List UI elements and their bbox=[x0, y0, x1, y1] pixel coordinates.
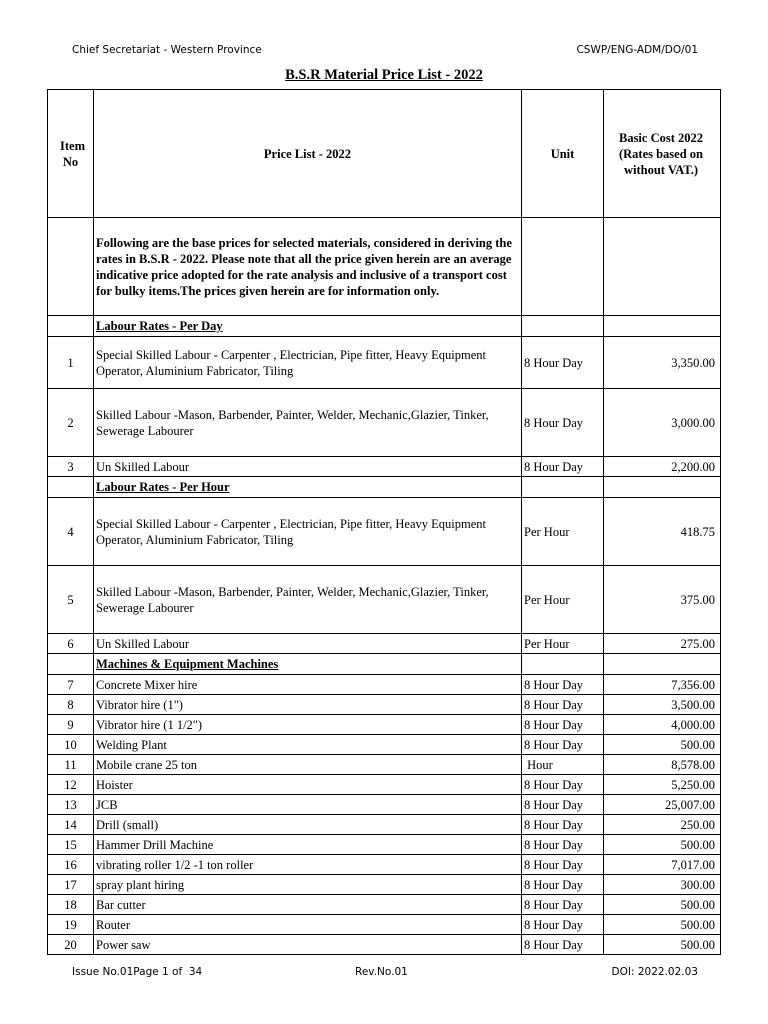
footer-doi: DOI: 2022.02.03 bbox=[611, 966, 698, 978]
item-description: Special Skilled Labour - Carpenter , Electrician, Pipe fitter, Heavy Equipment Operator, Aluminium Fabricator, Tiling bbox=[94, 498, 522, 566]
table-row bbox=[48, 695, 721, 715]
table-row bbox=[48, 915, 721, 935]
section-no-cell bbox=[48, 477, 94, 498]
table-row bbox=[48, 566, 721, 634]
intro-no-cell bbox=[48, 218, 94, 316]
col-header-cost: Basic Cost 2022 (Rates based on without VAT.) bbox=[604, 90, 721, 218]
item-cost: 7,017.00 bbox=[604, 855, 721, 875]
item-cost: 2,200.00 bbox=[604, 457, 721, 477]
item-unit: Per Hour bbox=[522, 566, 604, 634]
intro-text: Following are the base prices for selected materials, considered in deriving the rates in B.S.R - 2022. Please note that all the price given herein are an average indicative price adopted for the rate analysis and inclusive of a transport cost for bulky items.The prices given herein are for information only. bbox=[94, 218, 522, 316]
section-row bbox=[48, 477, 721, 498]
item-unit: 8 Hour Day bbox=[522, 337, 604, 389]
col-header-unit: Unit bbox=[522, 90, 604, 218]
item-no: 11 bbox=[48, 755, 94, 775]
col-header-description: Price List - 2022 bbox=[94, 90, 522, 218]
section-cost-cell bbox=[604, 316, 721, 337]
item-cost: 500.00 bbox=[604, 935, 721, 955]
item-description: Special Skilled Labour - Carpenter , Electrician, Pipe fitter, Heavy Equipment Operator, Aluminium Fabricator, Tiling bbox=[94, 337, 522, 389]
footer-issue: Issue No.01Page 1 of 34 bbox=[72, 966, 203, 978]
section-row bbox=[48, 654, 721, 675]
section-cost-cell bbox=[604, 477, 721, 498]
table-row bbox=[48, 795, 721, 815]
table-row bbox=[48, 634, 721, 654]
item-description: Skilled Labour -Mason, Barbender, Painter, Welder, Mechanic,Glazier, Tinker, Sewerage Labourer bbox=[94, 389, 522, 457]
item-unit: 8 Hour Day bbox=[522, 895, 604, 915]
item-unit: Per Hour bbox=[522, 498, 604, 566]
item-cost: 3,500.00 bbox=[604, 695, 721, 715]
section-cost-cell bbox=[604, 654, 721, 675]
item-unit: Per Hour bbox=[522, 634, 604, 654]
item-unit: 8 Hour Day bbox=[522, 389, 604, 457]
price-table bbox=[47, 89, 721, 955]
item-no: 8 bbox=[48, 695, 94, 715]
item-cost: 500.00 bbox=[604, 895, 721, 915]
item-cost: 418.75 bbox=[604, 498, 721, 566]
item-no: 6 bbox=[48, 634, 94, 654]
item-cost: 5,250.00 bbox=[604, 775, 721, 795]
item-no: 3 bbox=[48, 457, 94, 477]
section-no-cell bbox=[48, 654, 94, 675]
section-row bbox=[48, 316, 721, 337]
item-unit: Hour bbox=[522, 755, 604, 775]
table-header-row bbox=[48, 90, 721, 218]
item-no: 12 bbox=[48, 775, 94, 795]
item-description: Concrete Mixer hire bbox=[94, 675, 522, 695]
item-no: 1 bbox=[48, 337, 94, 389]
item-cost: 8,578.00 bbox=[604, 755, 721, 775]
item-unit: 8 Hour Day bbox=[522, 775, 604, 795]
item-cost: 275.00 bbox=[604, 634, 721, 654]
item-no: 9 bbox=[48, 715, 94, 735]
item-description: Drill (small) bbox=[94, 815, 522, 835]
item-description: Hoister bbox=[94, 775, 522, 795]
table-row bbox=[48, 715, 721, 735]
footer-revision: Rev.No.01 bbox=[355, 966, 408, 978]
intro-unit-cell bbox=[522, 218, 604, 316]
item-description: Bar cutter bbox=[94, 895, 522, 915]
item-no: 14 bbox=[48, 815, 94, 835]
item-description: Mobile crane 25 ton bbox=[94, 755, 522, 775]
col-header-item-no: Item No bbox=[48, 90, 94, 218]
table-row bbox=[48, 389, 721, 457]
table-row bbox=[48, 855, 721, 875]
item-no: 7 bbox=[48, 675, 94, 695]
document-title bbox=[0, 67, 768, 84]
section-title: Labour Rates - Per Day bbox=[94, 316, 522, 337]
item-no: 16 bbox=[48, 855, 94, 875]
table-row bbox=[48, 895, 721, 915]
item-description: Un Skilled Labour bbox=[94, 634, 522, 654]
table-row bbox=[48, 675, 721, 695]
item-cost: 300.00 bbox=[604, 875, 721, 895]
table-row bbox=[48, 875, 721, 895]
item-description: spray plant hiring bbox=[94, 875, 522, 895]
section-no-cell bbox=[48, 316, 94, 337]
item-description: Welding Plant bbox=[94, 735, 522, 755]
item-cost: 375.00 bbox=[604, 566, 721, 634]
intro-row bbox=[48, 218, 721, 316]
intro-cost-cell bbox=[604, 218, 721, 316]
item-unit: 8 Hour Day bbox=[522, 457, 604, 477]
item-cost: 4,000.00 bbox=[604, 715, 721, 735]
table-row bbox=[48, 755, 721, 775]
item-no: 17 bbox=[48, 875, 94, 895]
header-right: CSWP/ENG-ADM/DO/01 bbox=[576, 44, 698, 56]
section-unit-cell bbox=[522, 316, 604, 337]
item-cost: 500.00 bbox=[604, 915, 721, 935]
item-description: Vibrator hire (1") bbox=[94, 695, 522, 715]
section-title: Machines & Equipment Machines bbox=[94, 654, 522, 675]
item-unit: 8 Hour Day bbox=[522, 715, 604, 735]
table-row bbox=[48, 935, 721, 955]
table-row bbox=[48, 457, 721, 477]
item-no: 2 bbox=[48, 389, 94, 457]
item-description: Router bbox=[94, 915, 522, 935]
table-row bbox=[48, 815, 721, 835]
item-description: Power saw bbox=[94, 935, 522, 955]
item-description: Hammer Drill Machine bbox=[94, 835, 522, 855]
table-row bbox=[48, 835, 721, 855]
item-cost: 7,356.00 bbox=[604, 675, 721, 695]
item-no: 13 bbox=[48, 795, 94, 815]
item-description: Vibrator hire (1 1/2") bbox=[94, 715, 522, 735]
item-no: 20 bbox=[48, 935, 94, 955]
item-cost: 3,000.00 bbox=[604, 389, 721, 457]
table-row bbox=[48, 775, 721, 795]
item-cost: 25,007.00 bbox=[604, 795, 721, 815]
item-no: 19 bbox=[48, 915, 94, 935]
section-unit-cell bbox=[522, 654, 604, 675]
item-unit: 8 Hour Day bbox=[522, 735, 604, 755]
item-no: 4 bbox=[48, 498, 94, 566]
item-description: Un Skilled Labour bbox=[94, 457, 522, 477]
item-no: 18 bbox=[48, 895, 94, 915]
item-unit: 8 Hour Day bbox=[522, 935, 604, 955]
item-no: 10 bbox=[48, 735, 94, 755]
item-unit: 8 Hour Day bbox=[522, 695, 604, 715]
header-left: Chief Secretariat - Western Province bbox=[72, 44, 262, 56]
item-unit: 8 Hour Day bbox=[522, 875, 604, 895]
document-title-text: B.S.R Material Price List - 2022 bbox=[285, 67, 483, 83]
item-cost: 3,350.00 bbox=[604, 337, 721, 389]
item-no: 5 bbox=[48, 566, 94, 634]
item-unit: 8 Hour Day bbox=[522, 815, 604, 835]
item-no: 15 bbox=[48, 835, 94, 855]
item-description: Skilled Labour -Mason, Barbender, Painter, Welder, Mechanic,Glazier, Tinker, Sewerage Labourer bbox=[94, 566, 522, 634]
item-unit: 8 Hour Day bbox=[522, 675, 604, 695]
item-unit: 8 Hour Day bbox=[522, 835, 604, 855]
item-description: vibrating roller 1/2 -1 ton roller bbox=[94, 855, 522, 875]
table-row bbox=[48, 337, 721, 389]
item-unit: 8 Hour Day bbox=[522, 915, 604, 935]
item-cost: 250.00 bbox=[604, 815, 721, 835]
item-unit: 8 Hour Day bbox=[522, 855, 604, 875]
item-description: JCB bbox=[94, 795, 522, 815]
table-row bbox=[48, 735, 721, 755]
section-unit-cell bbox=[522, 477, 604, 498]
table-row bbox=[48, 498, 721, 566]
item-unit: 8 Hour Day bbox=[522, 795, 604, 815]
item-cost: 500.00 bbox=[604, 735, 721, 755]
item-cost: 500.00 bbox=[604, 835, 721, 855]
section-title: Labour Rates - Per Hour bbox=[94, 477, 522, 498]
